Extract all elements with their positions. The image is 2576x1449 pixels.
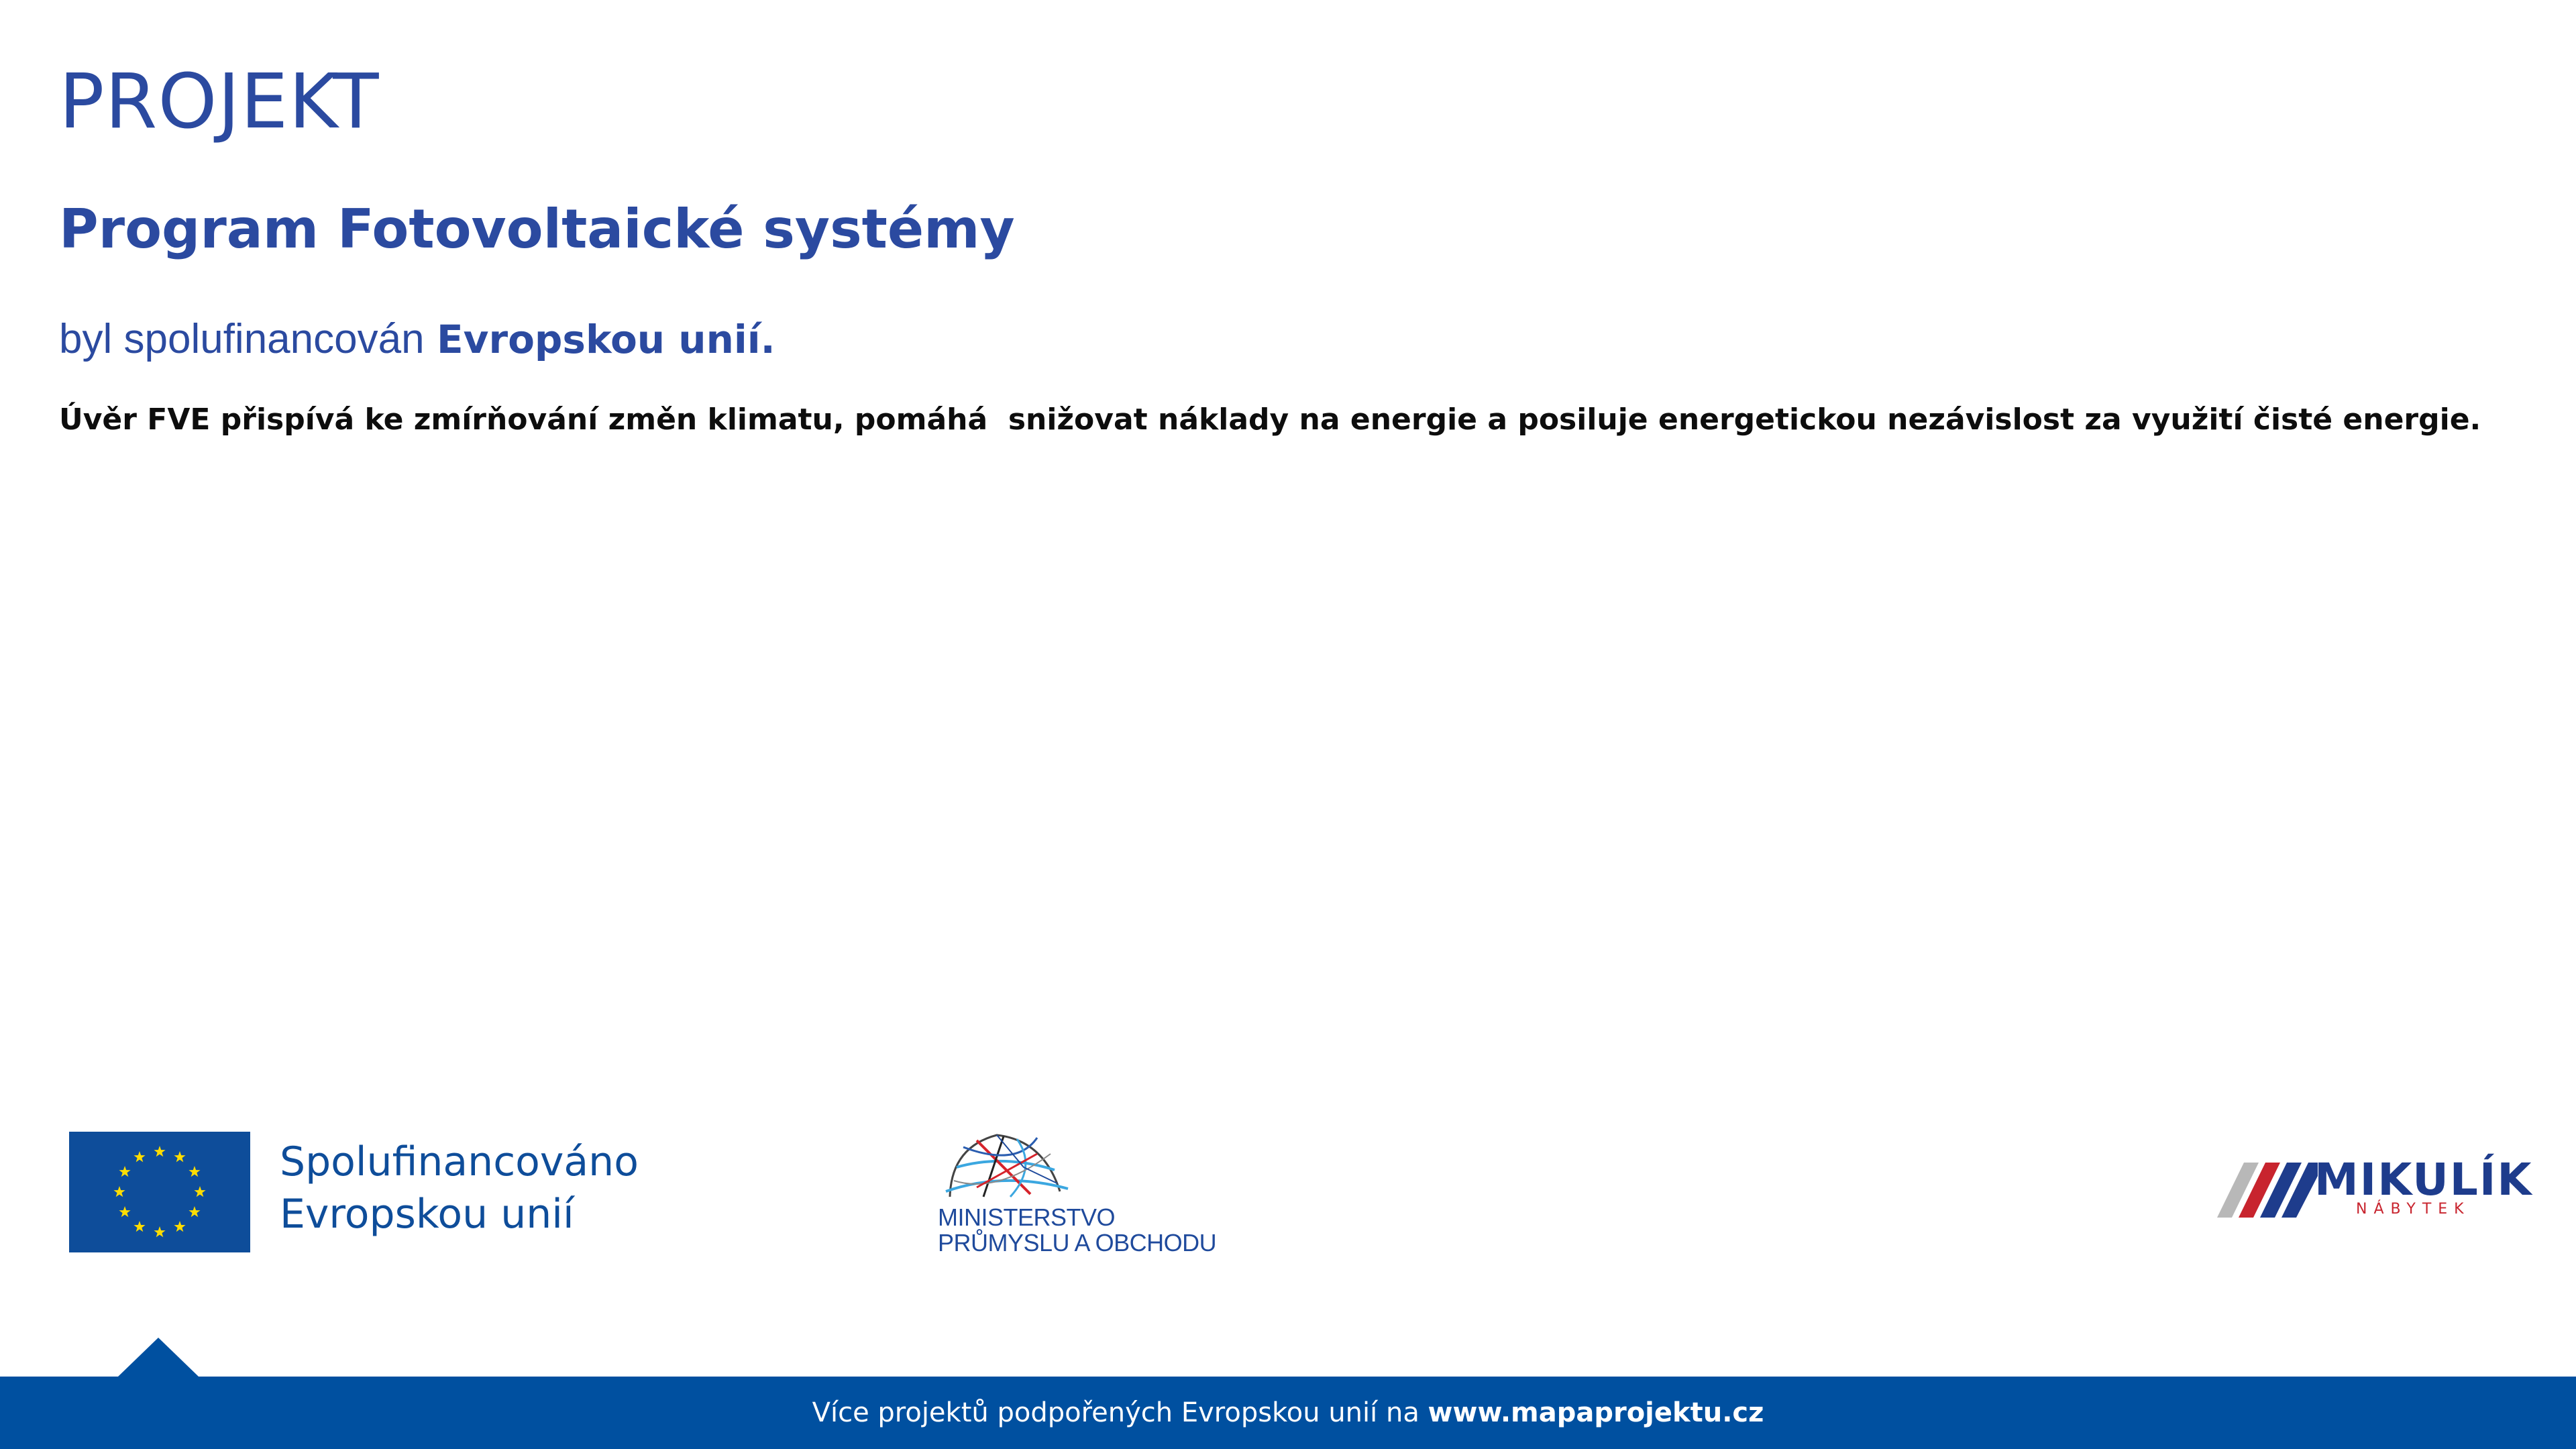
- cofinanced-prefix: byl spolufinancován: [59, 316, 425, 362]
- eu-text-line2: Evropskou unií: [280, 1191, 574, 1238]
- project-description: Úvěr FVE přispívá ke zmírňování změn klimatu, pomáhá snižovat náklady na energie a posiluje energetickou nezávislost za využití čisté energie.: [59, 402, 2481, 437]
- eu-flag-icon: [69, 1132, 250, 1252]
- mpo-text: [938, 1205, 1216, 1256]
- footer-notch: [118, 1338, 199, 1377]
- mikulik-stripes-icon: [2217, 1163, 2318, 1218]
- eu-text-line1: Spolufinancováno: [280, 1138, 639, 1185]
- mpo-text-line1: MINISTERSTVO: [938, 1203, 1116, 1231]
- mpo-globe-icon: [936, 1127, 1071, 1202]
- program-title: Program Fotovoltaické systémy: [59, 198, 1015, 260]
- footer-text-prefix: Více projektů podpořených Evropskou unií na: [812, 1397, 1419, 1428]
- mikulik-logo-sub: NÁBYTEK: [2356, 1201, 2471, 1218]
- eu-cofinanced-text: [280, 1136, 639, 1240]
- mikulik-logo-name: MIKULÍK: [2314, 1154, 2533, 1205]
- page-title: PROJEKT: [59, 58, 380, 146]
- cofinanced-by: Evropskou unií.: [437, 317, 775, 362]
- footer-bar: [0, 1377, 2576, 1449]
- footer-link[interactable]: www.mapaprojektu.cz: [1428, 1397, 1764, 1428]
- mpo-text-line2: PRŮMYSLU A OBCHODU: [938, 1229, 1217, 1256]
- cofinanced-line: [59, 316, 775, 362]
- footer-text: [0, 1377, 2576, 1449]
